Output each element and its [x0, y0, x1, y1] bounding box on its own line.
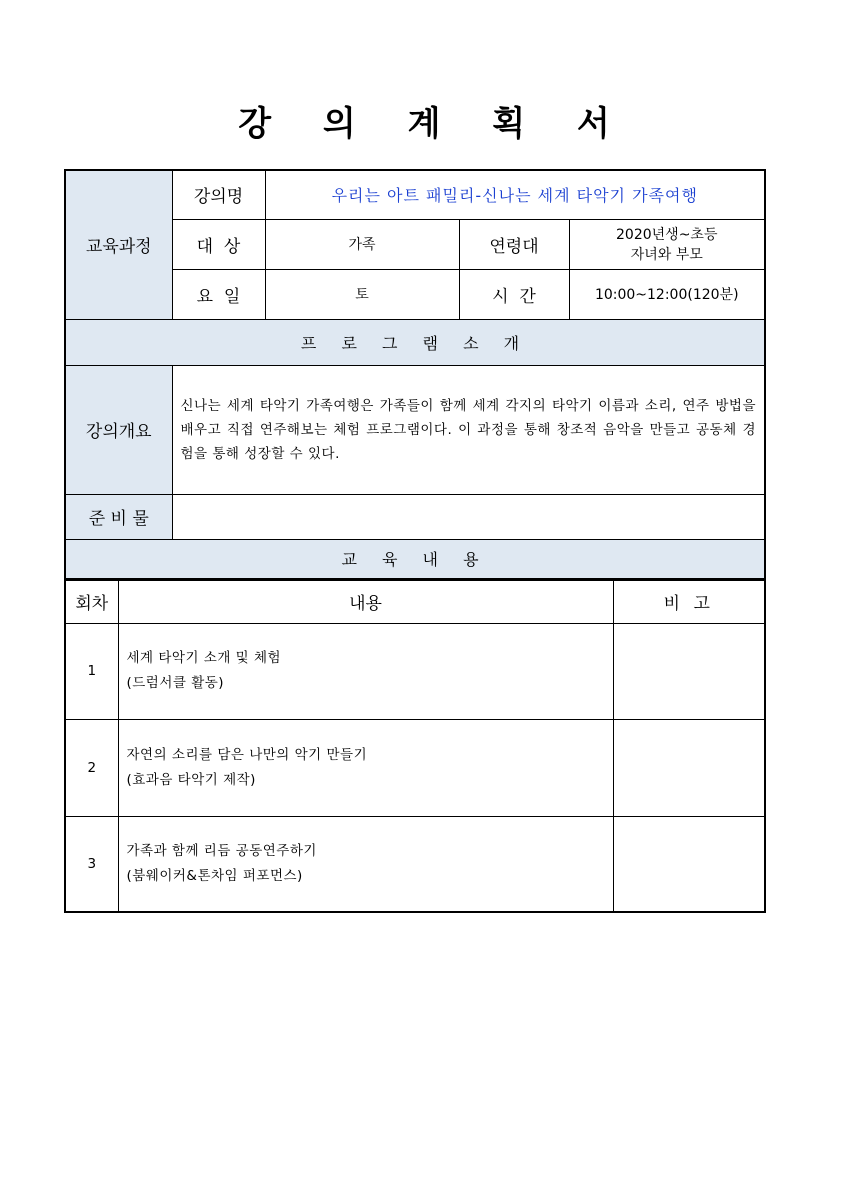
- table-row: [65, 719, 765, 816]
- age-label: 연령대: [459, 219, 569, 269]
- day-label: 요 일: [172, 269, 265, 319]
- table-row: [65, 623, 765, 719]
- session-number: 1: [65, 623, 118, 719]
- table-row: [65, 816, 765, 912]
- content-line: (붐웨이커&톤차임 퍼포먼스): [126, 867, 303, 884]
- remarks-cell: [613, 623, 765, 719]
- materials-label: 준 비 물: [65, 494, 172, 539]
- session-content: [118, 623, 613, 719]
- age-value-line2: 자녀와 부모: [630, 247, 703, 263]
- age-value-line1: 2020년생~초등: [616, 227, 718, 243]
- remarks-cell: [613, 719, 765, 816]
- content-header: 내용: [118, 580, 613, 623]
- content-line: (드럼서클 활동): [126, 675, 225, 691]
- content-line: 세계 타악기 소개 및 체험: [126, 650, 282, 666]
- content-line: 가족과 함께 리듬 공동연주하기: [126, 842, 317, 859]
- target-value: 가족: [265, 219, 459, 269]
- course-info-table: [64, 169, 766, 580]
- content-line: 자연의 소리를 담은 나만의 악기 만들기: [126, 746, 368, 763]
- day-value: 토: [265, 269, 459, 319]
- remarks-header: 비 고: [613, 580, 765, 623]
- time-value: 10:00~12:00(120분): [569, 269, 765, 319]
- content-line: (효과음 타악기 제작): [126, 771, 256, 788]
- education-content-heading: 교 육 내 용: [65, 539, 765, 579]
- session-number: 2: [65, 719, 118, 816]
- program-intro-heading: 프 로 그 램 소 개: [65, 319, 765, 365]
- age-value: [569, 219, 765, 269]
- target-label: 대 상: [172, 219, 265, 269]
- course-name-label: 강의명: [172, 170, 265, 219]
- materials-value: [172, 494, 765, 539]
- session-header: 회차: [65, 580, 118, 623]
- overview-label: 강의개요: [65, 365, 172, 494]
- page-title: 강 의 계 획 서: [238, 104, 630, 144]
- session-content: [118, 719, 613, 816]
- course-name: 우리는 아트 패밀리-신나는 세계 타악기 가족여행: [265, 170, 765, 219]
- education-content-table: [64, 579, 766, 913]
- remarks-cell: [613, 816, 765, 912]
- education-course-label: 교육과정: [65, 170, 172, 319]
- time-label: 시 간: [459, 269, 569, 319]
- session-number: 3: [65, 816, 118, 912]
- session-content: [118, 816, 613, 912]
- overview-text: 신나는 세계 타악기 가족여행은 가족들이 함께 세계 각지의 타악기 이름과 소리, 연주 방법을 배우고 직접 연주해보는 체험 프로그램이다. 이 과정을 통해 창조적 음악을 만들고 공동체 경험을 통해 성장할 수 있다.: [172, 365, 765, 494]
